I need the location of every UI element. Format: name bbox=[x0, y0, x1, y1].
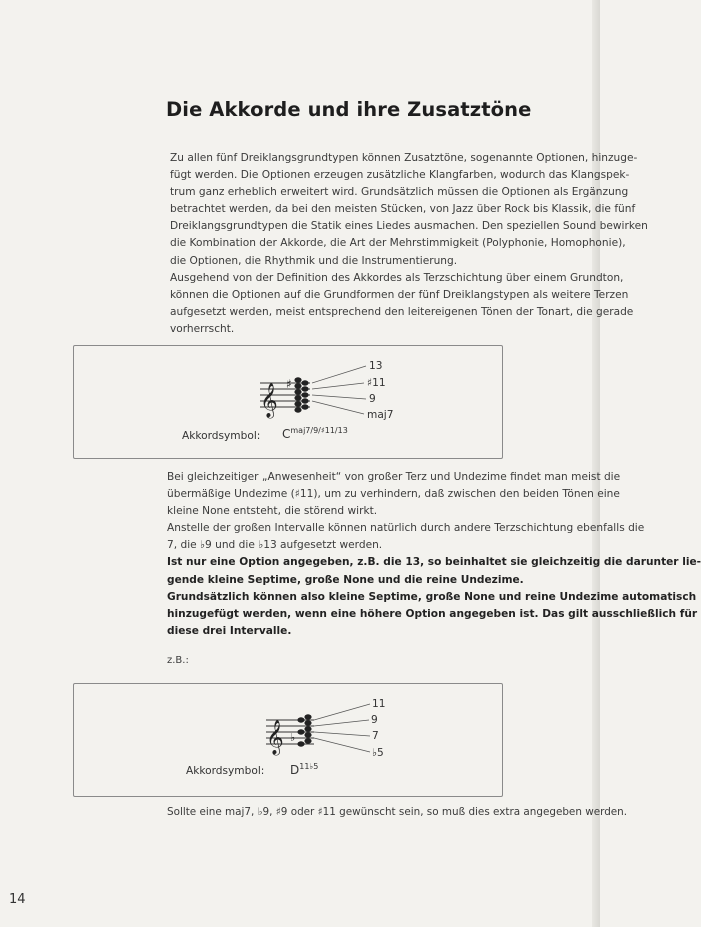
staff-notation-1 bbox=[74, 346, 502, 458]
option-label: maj7 bbox=[367, 409, 394, 421]
bold-text-line: diese drei Intervalle. bbox=[167, 624, 292, 637]
page-title: Die Akkorde und ihre Zusatztöne bbox=[166, 98, 532, 121]
text-line: Ausgehend von der Definition des Akkordes als Terzschichtung über einem Grundton, bbox=[170, 271, 624, 284]
treble-clef-icon: 𝄞 bbox=[266, 720, 284, 755]
bold-text-line: gende kleine Septime, große None und die reine Undezime. bbox=[167, 573, 524, 586]
option-label: 11 bbox=[372, 698, 386, 710]
page-number: 14 bbox=[9, 892, 26, 907]
text-line: vorherrscht. bbox=[170, 322, 235, 335]
chord-symbol-label: Akkordsymbol: bbox=[182, 430, 261, 442]
music-example-1 bbox=[73, 345, 503, 459]
option-label: 9 bbox=[371, 714, 378, 726]
text-line: fügt werden. Die Optionen erzeugen zusätzliche Klangfarben, wodurch das Klangspek- bbox=[170, 169, 630, 182]
text-line: kleine None entsteht, die störend wirkt. bbox=[167, 505, 378, 518]
page-edge-shadow bbox=[592, 0, 600, 927]
text-line: Bei gleichzeitiger „Anwesenheit“ von großer Terz und Undezime findet man meist die bbox=[167, 471, 621, 483]
chord-extensions: maj7/9/♯11/13 bbox=[290, 426, 348, 435]
text-line: Anstelle der großen Intervalle können natürlich durch andere Terzschichtung ebenfalls die bbox=[167, 522, 645, 535]
flat-icon: ♭ bbox=[290, 731, 296, 744]
text-line: können die Optionen auf die Grundformen der fünf Dreiklangstypen als weitere Terzen bbox=[170, 288, 629, 301]
chord-symbol bbox=[290, 762, 318, 777]
text-line: trum ganz erheblich erweitert wird. Grundsätzlich müssen die Optionen als Ergänzung bbox=[170, 186, 629, 199]
bold-text-line: Ist nur eine Option angegeben, z.B. die 13, so beinhaltet sie gleichzeitig die darunter lie- bbox=[167, 556, 701, 569]
text-line: die Kombination der Akkorde, die Art der Mehrstimmigkeit (Polyphonie, Homophonie), bbox=[170, 237, 626, 250]
option-label: ♭5 bbox=[372, 747, 384, 759]
bold-text-line: Grundsätzlich können also kleine Septime, große None und reine Undezime automatisch bbox=[167, 590, 697, 603]
intro-paragraph bbox=[170, 150, 648, 338]
chord-notes-2 bbox=[297, 714, 311, 746]
treble-clef-icon: 𝄞 bbox=[260, 383, 278, 418]
chord-symbol-label: Akkordsymbol: bbox=[186, 765, 265, 777]
chord-extensions: 11♭5 bbox=[299, 762, 319, 771]
sharp-icon: ♯ bbox=[286, 377, 292, 391]
option-label: 9 bbox=[369, 393, 376, 405]
text-line: Dreiklangsgrundtypen die Statik eines Liedes ausmachen. Den speziellen Sound bewirken bbox=[170, 220, 648, 233]
explanation-paragraph bbox=[167, 469, 701, 640]
pointer-lines-1 bbox=[312, 366, 366, 414]
chord-root: C bbox=[282, 427, 291, 441]
text-line: Zu allen fünf Dreiklangsgrundtypen können Zusatztöne, sogenannte Optionen, hinzuge- bbox=[170, 152, 638, 164]
text-line: übermäßige Undezime (♯11), um zu verhindern, daß zwischen den beiden Tönen eine bbox=[167, 488, 620, 501]
bold-text-line: hinzugefügt werden, wenn eine höhere Option angegeben ist. Das gilt ausschließlich für bbox=[167, 607, 698, 620]
option-label: 7 bbox=[372, 730, 379, 742]
staff-notation-2 bbox=[74, 684, 502, 796]
text-line: betrachtet werden, da bei den meisten Stücken, von Jazz über Rock bis Klassik, die fünf bbox=[170, 203, 636, 216]
chord-root: D bbox=[290, 763, 300, 777]
music-example-2 bbox=[73, 683, 503, 797]
text-line: aufgesetzt werden, meist entsprechend den leitereigenen Tönen der Tonart, die gerade bbox=[170, 305, 634, 318]
closing-line: Sollte eine maj7, ♭9, ♯9 oder ♯11 gewünscht sein, so muß dies extra angegeben werden. bbox=[167, 806, 628, 818]
chord-symbol bbox=[282, 426, 348, 441]
option-label: ♯11 bbox=[367, 377, 386, 389]
option-label: 13 bbox=[369, 360, 383, 372]
pointer-lines-2 bbox=[314, 704, 370, 752]
example-marker: z.B.: bbox=[167, 655, 189, 666]
text-line: 7, die ♭9 und die ♭13 aufgesetzt werden. bbox=[167, 539, 383, 552]
text-line: die Optionen, die Rhythmik und die Instrumentierung. bbox=[170, 254, 458, 267]
